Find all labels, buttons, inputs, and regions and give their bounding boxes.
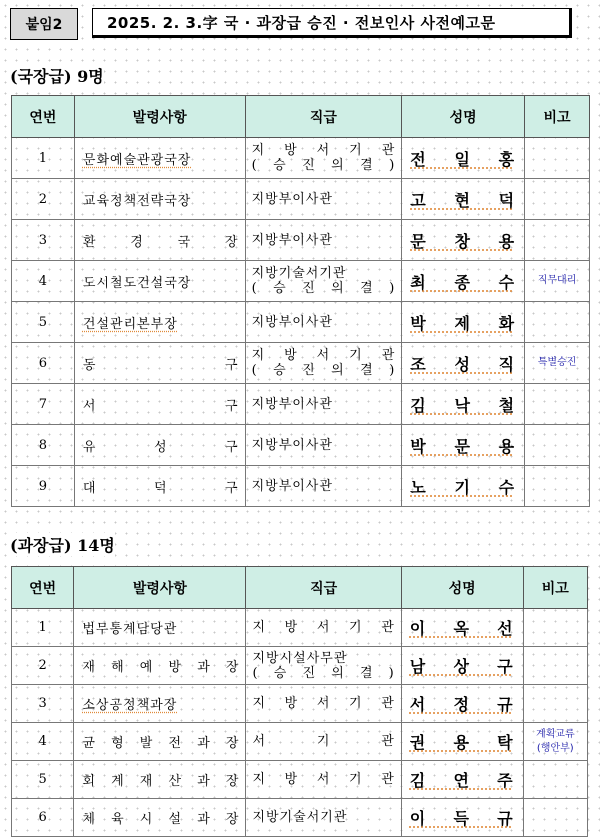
row-number-cell	[12, 647, 74, 685]
director-table-body	[12, 138, 590, 507]
person-name: 이 옥 선	[409, 619, 513, 638]
rank-cell	[245, 179, 402, 220]
rank-cell	[246, 723, 401, 761]
row-number-cell	[12, 466, 75, 507]
section-title-director: (국장급) 9명	[10, 64, 104, 87]
person-name-cell	[401, 761, 523, 799]
table-row	[12, 799, 588, 837]
person-name: 문 창 용	[410, 231, 515, 251]
rank-cell	[245, 220, 402, 261]
remark-cell	[523, 685, 587, 723]
rank-cell	[245, 138, 402, 179]
remark-cell	[525, 466, 590, 507]
person-name-cell	[402, 261, 525, 302]
rank-text: 지 방 서 기 관	[251, 348, 396, 363]
row-number: 6	[38, 355, 48, 371]
table-row	[12, 343, 590, 384]
row-number-cell	[12, 799, 74, 837]
row-number-cell	[12, 343, 75, 384]
col-header-note: 비고	[523, 567, 587, 609]
row-number: 2	[38, 191, 48, 207]
rank-cell	[246, 761, 401, 799]
col-header-note: 비고	[525, 96, 590, 138]
appointment-cell	[74, 179, 245, 220]
col-header-name: 성명	[401, 567, 523, 609]
remark-cell	[525, 179, 590, 220]
table-row	[12, 647, 588, 685]
person-name: 박 문 용	[410, 436, 515, 456]
rank-text: 지 방 서 기 관	[251, 143, 396, 158]
rank-text: 지방부이사관	[251, 191, 333, 207]
appointment-cell	[74, 466, 245, 507]
table-row	[12, 425, 590, 466]
person-name-cell	[402, 466, 525, 507]
person-name-cell	[401, 609, 523, 647]
appointment-text: 체 육 시 설 과 장	[82, 812, 240, 827]
col-header-name: 성명	[402, 96, 525, 138]
person-name: 이 득 규	[409, 809, 513, 828]
col-header-no: 연번	[12, 96, 75, 138]
appointment-cell	[74, 425, 245, 466]
remark-text: 계획교류	[535, 728, 575, 740]
person-name: 고 현 덕	[410, 190, 515, 210]
appointment-text: 동 구	[82, 357, 239, 373]
person-name-cell	[402, 425, 525, 466]
rank-text: 서 기 관	[252, 734, 395, 749]
appointment-text: 재 해 예 방 과 장	[82, 660, 240, 675]
row-number-cell	[12, 761, 74, 799]
row-number-cell	[12, 425, 75, 466]
row-number: 9	[38, 478, 48, 494]
row-number-cell	[12, 685, 74, 723]
col-header-rank: 직급	[246, 567, 401, 609]
person-name: 전 일 홍	[410, 149, 515, 169]
document-header	[10, 8, 572, 40]
rank-cell	[246, 609, 401, 647]
remark-cell	[523, 647, 587, 685]
appointment-cell	[74, 685, 246, 723]
remark-cell	[523, 761, 587, 799]
rank-cell	[245, 384, 402, 425]
rank-text: 지 방 서 기 관	[252, 696, 395, 711]
rank-text: 지방기술서기관	[252, 810, 348, 825]
table-row	[12, 302, 590, 343]
appointment-cell	[74, 220, 245, 261]
remark-cell	[525, 425, 590, 466]
remark-text-2: (행안부)	[536, 742, 574, 754]
rank-cell	[246, 647, 401, 685]
remark-cell	[523, 723, 587, 761]
row-number-cell	[12, 179, 75, 220]
row-number: 7	[38, 396, 48, 412]
table-row	[12, 384, 590, 425]
person-name-cell	[402, 302, 525, 343]
person-name: 조 성 직	[410, 354, 515, 374]
row-number-cell	[12, 384, 75, 425]
rank-cell	[245, 425, 402, 466]
appointment-cell	[74, 761, 246, 799]
appointment-cell	[74, 609, 246, 647]
rank-note-text: ( 승 진 의 결 )	[251, 158, 396, 173]
rank-text: 지방부이사관	[251, 314, 333, 330]
table-row	[12, 138, 590, 179]
appointment-text: 문화예술관광국장	[82, 152, 192, 168]
appointment-text: 교육정책전략국장	[82, 193, 192, 209]
rank-note-text: ( 승 진 의 결 )	[251, 281, 396, 296]
remark-cell	[525, 384, 590, 425]
rank-note-text: ( 승 진 의 결 )	[251, 363, 396, 378]
appointment-text: 소상공정책과장	[82, 698, 178, 713]
appointment-cell	[74, 138, 245, 179]
row-number-cell	[12, 138, 75, 179]
table-row	[12, 609, 588, 647]
row-number-cell	[12, 609, 74, 647]
attachment-tag: 붙임2	[10, 8, 78, 40]
rank-text: 지방기술서기관	[251, 266, 347, 281]
rank-text: 지방시설사무관	[252, 650, 348, 666]
appointment-cell	[74, 302, 245, 343]
remark-cell	[523, 799, 587, 837]
rank-cell	[245, 261, 402, 302]
col-header-rank: 직급	[245, 96, 402, 138]
table-row	[12, 685, 588, 723]
person-name: 김 낙 철	[410, 395, 515, 415]
appointment-text: 회 계 재 산 과 장	[82, 774, 240, 789]
appointment-cell	[74, 343, 245, 384]
table-header-row	[12, 96, 590, 138]
rank-note-text: ( 승 진 의 결 )	[252, 665, 395, 681]
rank-text: 지방부이사관	[251, 478, 333, 494]
row-number: 3	[38, 696, 47, 711]
row-number: 1	[38, 620, 47, 635]
appointment-cell	[74, 261, 245, 302]
appointment-cell	[74, 723, 246, 761]
appointment-text: 환 경 국 장	[82, 234, 239, 250]
person-name: 최 종 수	[410, 272, 515, 292]
manager-table-body	[12, 609, 588, 837]
table-header-row	[12, 567, 588, 609]
col-header-no: 연번	[12, 567, 74, 609]
rank-text: 지방부이사관	[251, 437, 333, 453]
remark-cell	[525, 138, 590, 179]
table-row	[12, 179, 590, 220]
row-number: 6	[38, 810, 47, 825]
document-title: 2025. 2. 3.字 국 · 과장급 승진 · 전보인사 사전예고문	[92, 8, 572, 38]
person-name-cell	[401, 685, 523, 723]
remark-cell	[525, 220, 590, 261]
row-number-cell	[12, 261, 75, 302]
row-number: 3	[38, 232, 48, 248]
appointment-text: 도시철도건설국장	[82, 275, 192, 291]
person-name: 남 상 구	[409, 657, 513, 676]
person-name-cell	[401, 723, 523, 761]
table-row	[12, 723, 588, 761]
row-number: 4	[38, 734, 47, 749]
row-number: 1	[38, 150, 48, 166]
row-number-cell	[12, 723, 74, 761]
row-number-cell	[12, 220, 75, 261]
person-name-cell	[402, 220, 525, 261]
col-header-role: 발령사항	[74, 96, 245, 138]
director-table	[11, 95, 590, 507]
rank-cell	[245, 302, 402, 343]
rank-cell	[245, 343, 402, 384]
person-name-cell	[401, 647, 523, 685]
person-name: 박 제 화	[410, 313, 515, 333]
rank-text: 지방부이사관	[251, 232, 333, 248]
row-number-cell	[12, 302, 75, 343]
row-number: 5	[38, 314, 48, 330]
remark-cell	[525, 261, 590, 302]
col-header-role: 발령사항	[74, 567, 246, 609]
row-number: 4	[38, 273, 48, 289]
remark-text: 특별승진	[537, 357, 577, 368]
remark-text: 직무대리	[537, 275, 577, 286]
table-row	[12, 761, 588, 799]
row-number: 5	[38, 772, 47, 787]
appointment-text: 유 성 구	[82, 439, 239, 455]
table-row	[12, 261, 590, 302]
rank-cell	[246, 799, 401, 837]
remark-cell	[525, 343, 590, 384]
person-name: 서 정 규	[409, 695, 513, 714]
table-row	[12, 220, 590, 261]
person-name: 노 기 수	[410, 477, 515, 497]
person-name-cell	[402, 179, 525, 220]
appointment-text: 균 형 발 전 과 장	[82, 736, 240, 751]
row-number: 2	[38, 658, 47, 673]
rank-cell	[246, 685, 401, 723]
manager-table	[11, 566, 588, 837]
person-name: 권 용 탁	[409, 733, 513, 752]
appointment-text: 대 덕 구	[82, 480, 239, 496]
appointment-text: 법무통계담당관	[82, 622, 178, 637]
rank-text: 지 방 서 기 관	[252, 620, 395, 635]
person-name-cell	[402, 138, 525, 179]
person-name-cell	[402, 343, 525, 384]
appointment-cell	[74, 384, 245, 425]
person-name-cell	[402, 384, 525, 425]
appointment-cell	[74, 647, 246, 685]
rank-text: 지방부이사관	[251, 396, 333, 412]
row-number: 8	[38, 437, 48, 453]
appointment-text: 건설관리본부장	[82, 316, 178, 332]
person-name: 김 연 주	[409, 771, 513, 790]
rank-text: 지 방 서 기 관	[252, 772, 395, 787]
remark-cell	[525, 302, 590, 343]
remark-cell	[523, 609, 587, 647]
person-name-cell	[401, 799, 523, 837]
table-row	[12, 466, 590, 507]
section-title-manager: (과장급) 14명	[10, 533, 115, 556]
appointment-cell	[74, 799, 246, 837]
appointment-text: 서 구	[82, 398, 239, 414]
rank-cell	[245, 466, 402, 507]
